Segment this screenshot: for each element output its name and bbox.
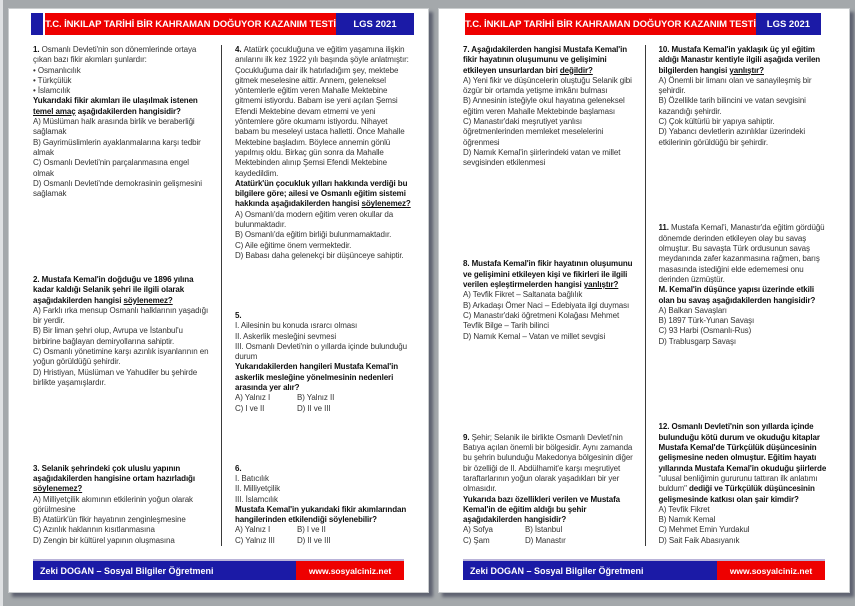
page-header	[31, 13, 414, 35]
question	[659, 45, 830, 148]
answer-option: C) Osmanlı Devleti'nin parçalanmasına engel olmak	[33, 158, 189, 178]
answer-option: A) Balkan Savaşları	[658, 305, 727, 315]
answer-options	[463, 290, 634, 341]
question-text: II. Milliyetçilik	[235, 484, 280, 494]
answer-option: A) Tevfik Fikret	[658, 504, 710, 514]
question-text: 8. Mustafa Kemal'in fikir hayatının oluşumunu ve gelişimini etkileyen kişi ve fikirleri ile ilgili verilen eşleştirmelerden hangisi yanlıştır?	[463, 259, 633, 290]
answer-option: D) Yabancı devletlerin azınlıklar üzerindeki etkilerinin görüldüğü bir şehirdir.	[658, 127, 805, 147]
answer-option: A) Müslüman halk arasında birlik ve beraberliği sağlamak	[33, 117, 195, 137]
question-text: I. Batıcılık	[235, 473, 269, 483]
answer-option: A) Osmanlı'da modern eğitim veren okullar da bulunmaktadır.	[235, 209, 394, 230]
exam-badge: LGS 2021	[336, 13, 414, 35]
answer-option: B) Atatürk'ün fikir hayatının zenginleşmesine	[33, 515, 186, 525]
question-text: • İslamcılık	[33, 86, 71, 96]
question	[33, 464, 210, 546]
question-text: 4. Atatürk çocukluğuna ve eğitim yaşamına ilişkin anılarını ilk kez 1922 yılı başında şöyle anlatmıştır: Çocukluğuma dair ilk hatırladığım şey, mektebe gitmek meselesine aittir. Annem, geleneksel yöntemlerle eğitim veren Mahalle Mektebine gitmemi istiyordu. Babam ise yeni açılan Şemsi Efendi Mektebine devam etmemi ve yeni yöntemlere göre okumamı istiyordu. Nihayet babam bu meseleyi ustaca halletti. Önce Mahalle Mektebine başladım. Böylece annemin gönlü yapılmış oldu. Birkaç gün sonra da Mahalle Mektebinden alınıp Şemsi Efendi Mektebine kaydedildim.	[235, 45, 409, 178]
answer-option: B) I ve II	[297, 525, 326, 535]
question-text: Yukarıda bazı özellikleri verilen ve Mustafa Kemal'in de eğitim aldığı bu şehir aşağıdakilerden hangisidir?	[463, 494, 621, 525]
question	[33, 45, 210, 199]
answer-option: A) Farklı ırka mensup Osmanlı halklarının yaşadığı bir yerdir.	[33, 305, 209, 326]
question-columns	[33, 45, 412, 546]
answer-option: C) Mehmet Emin Yurdakul	[658, 525, 750, 535]
answer-options	[235, 210, 412, 261]
question-text: • Türkçülük	[33, 75, 72, 85]
question-text: 3. Selanik şehrindeki çok uluslu yapının aşağıdakilerden hangisine ortam hazırladığı söylenemez?	[33, 463, 195, 494]
answer-option: D) Namık Kemal'in şiirlerindeki vatan ve millet sevgisinden etkilenmesi	[463, 147, 621, 168]
answer-option: B) Yalnız II	[297, 393, 335, 403]
answer-option: D) II ve III	[297, 403, 331, 413]
answer-options	[33, 117, 210, 199]
question-text: I. Ailesinin bu konuda ısrarcı olması	[235, 321, 358, 331]
question	[235, 45, 412, 261]
answer-option: C) Şam	[463, 535, 490, 545]
question-text: 7. Aşağıdakilerden hangisi Mustafa Kemal'in fikir hayatının oluşumunu ve gelişimini etkileyen unsurlardan biri değildir?	[463, 45, 628, 75]
answer-options	[659, 306, 830, 347]
question	[659, 422, 830, 546]
exam-badge: LGS 2021	[756, 13, 821, 35]
answer-option: B) Annesinin isteğiyle okul hayatına geleneksel eğitim veren Mahalle Mektebinde başlaması	[463, 96, 625, 116]
answer-option: B) Osmanlı'da eğitim birliği bulunmamaktadır.	[235, 230, 392, 240]
question-columns	[463, 45, 829, 546]
question	[235, 464, 412, 546]
question-text: Yukarıdaki fikir akımları ile ulaşılmak istenen temel amaç aşağıdakilerden hangisidir?	[33, 96, 198, 116]
answer-option: D) Babası daha gelenekçi bir düşünceye sahiptir.	[235, 250, 404, 260]
question-text: 10. Mustafa Kemal'in yaklaşık üç yıl eğitim aldığı Manastır kentiyle ilgili aşağıda verilen bilgilerden hangisi yanlıştır?	[658, 45, 821, 75]
answer-option: A) Yeni fikir ve düşüncelerin oluştuğu Selanik gibi özgür bir ortamda yetişme imkânı bulması	[463, 75, 632, 96]
answer-options	[235, 525, 412, 546]
website-label: www.sosyalciniz.net	[717, 561, 825, 580]
column-left	[463, 45, 646, 546]
answer-option: C) Azınlık haklarının kısıtlanmasına	[33, 525, 155, 535]
question-text: III. İslamcılık	[235, 494, 278, 504]
question-text: Atatürk'ün çocukluk yılları hakkında verdiği bu bilgilere göre; ailesi ve Osmanlı eğitim sistemi hakkında aşağıdakilerden hangisi söylenemez?	[235, 178, 411, 209]
column-left	[33, 45, 222, 546]
question-text: 12. Osmanlı Devleti'nin son yıllarda içinde bulunduğu kötü durum ve okuduğu kitaplar Mustafa Kemal'de Türkçülük düşüncesinin gelişmesine neden olmuştur. Eğitim hayatı yıllarında Mustafa Kemal'in okuduğu şiirlerde "ulusal benliğimin gururunu tattıran ilk anlatımı buldum" dediği ve Türkçülük düşüncesinin gelişmesinde katkısı olan şair kimdir?	[658, 422, 827, 504]
question	[33, 275, 210, 388]
answer-option: B) Arkadaşı Ömer Naci – Edebiyata ilgi duyması	[463, 300, 630, 310]
question-text: II. Askerlik mesleğini sevmesi	[235, 331, 337, 341]
answer-options	[659, 76, 830, 148]
answer-option: B) Özellikle tarih bilincini ve vatan sevgisini kazandığı şehirdir.	[658, 96, 806, 116]
question-text: 11. Mustafa Kemal'i, Manastır'da eğitim gördüğü dönemde derinden etkileyen olay bu savaş olmuştur. Bu savaşta Türk ordusunun savaş meydanında zafer kazanmasına rağmen, barış masasında istediğini elde edememesi onu derinden üzmüştür.	[658, 223, 825, 284]
question-text: 1. Osmanlı Devleti'nin son dönemlerinde ortaya çıkan bazı fikir akımları şunlardır:	[33, 45, 197, 65]
answer-options	[33, 306, 210, 388]
question-text: Mustafa Kemal'in yukarıdaki fikir akımlarından hangilerinden etkilendiği söylenebilir?	[235, 504, 407, 525]
answer-option: A) Milliyetçilik akımının etkilerinin yoğun olarak görülmesine	[33, 494, 193, 514]
answer-option: C) Aile eğitime önem vermektedir.	[235, 240, 352, 250]
answer-option: B) İstanbul	[525, 525, 563, 535]
answer-option: B) Bir liman şehri olup, Avrupa ve İstanbul'u birbirine bağlayan demiryollarına sahiptir.	[33, 326, 183, 346]
answer-option: D) Trablusgarp Savaşı	[658, 336, 736, 346]
question	[659, 223, 830, 347]
answer-option: C) Manastır'daki meşrutiyet yanlısı öğretmenlerinden memleket meselelerini öğrenmesi	[463, 117, 604, 147]
answer-option: C) 93 Harbi (Osmanlı-Rus)	[658, 326, 752, 336]
page-footer	[463, 559, 825, 580]
answer-option: A) Sofya	[463, 525, 493, 535]
answer-option: B) Namık Kemal	[658, 515, 716, 525]
answer-option: C) Osmanlı yönetimine karşı azınlık isyanlarının en yoğun görüldüğü şehirdir.	[33, 346, 209, 367]
question	[463, 433, 634, 546]
answer-option: D) Sait Faik Abasıyanık	[658, 535, 740, 545]
answer-option: D) II ve III	[297, 535, 331, 545]
answer-option: B) 1897 Türk-Yunan Savaşı	[658, 316, 755, 326]
answer-option: D) Osmanlı Devleti'nde demokrasinin gelişmesini sağlamak	[33, 178, 202, 199]
question-text: • Osmanlıcılık	[33, 65, 81, 75]
page-footer	[33, 559, 404, 580]
answer-options	[659, 505, 830, 546]
question-text: Yukarıdakilerden hangileri Mustafa Kemal'in askerlik mesleğine yönelmesinin nedenleri arasında yer alır?	[235, 362, 398, 393]
answer-option: C) Yalnız III	[235, 535, 275, 545]
question	[463, 259, 634, 341]
answer-option: B) Gayrimüslimlerin ayaklanmalarına karşı tedbir almak	[33, 137, 201, 157]
column-right	[222, 45, 412, 546]
answer-option: C) Çok kültürlü bir yapıya sahiptir.	[658, 117, 775, 127]
answer-options	[463, 76, 634, 169]
page-1	[8, 8, 429, 593]
answer-option: C) Manastır'daki öğretmeni Kolağası Mehmet Tevfik Bilge – Tarih bilinci	[463, 310, 620, 331]
question-text: 9. Şehir; Selanik ile birlikte Osmanlı Devleti'nin Batıya açılan önemli bir bölgesidir. Aynı zamanda bu şehrin bulunduğu Makedonya bölgesinin diğer bir özelliği de II. Abdülhamit'e karşı meşrutiyet taraftarlarının yoğun olarak yaşadıkları bir yer olmasıdır.	[463, 432, 633, 494]
test-title: T.C. İNKILAP TARİHİ BİR KAHRAMAN DOĞUYOR KAZANIM TESTİ	[45, 13, 336, 35]
answer-option: C) I ve II	[235, 403, 265, 413]
answer-option: D) Zengin bir kültürel yapının oluşmasına	[33, 535, 175, 545]
question-text: III. Osmanlı Devleti'nin o yıllarda içinde bulunduğu durum	[235, 341, 407, 362]
question	[463, 45, 634, 169]
answer-option: A) Önemli bir limanı olan ve sanayileşmiş bir şehirdir.	[658, 75, 812, 96]
header-left-tab	[31, 13, 43, 35]
answer-option: D) Hristiyan, Müslüman ve Yahudiler bu şehirde birlikte yaşamışlardır.	[33, 367, 198, 387]
page-2	[438, 8, 850, 593]
page-header	[465, 13, 821, 35]
website-label: www.sosyalciniz.net	[296, 561, 404, 580]
test-title: T.C. İNKILAP TARİHİ BİR KAHRAMAN DOĞUYOR KAZANIM TESTİ	[465, 13, 756, 35]
answer-option: D) Manastır	[525, 535, 566, 545]
answer-option: A) Tevfik Fikret – Saltanata bağlılık	[463, 290, 583, 300]
author-label: Zeki DOGAN – Sosyal Bilgiler Öğretmeni	[33, 561, 296, 580]
author-label: Zeki DOGAN – Sosyal Bilgiler Öğretmeni	[463, 561, 717, 580]
answer-option: A) Yalnız I	[235, 525, 271, 535]
question-text: 5.	[235, 310, 242, 320]
question	[235, 311, 412, 414]
answer-option: A) Yalnız I	[235, 393, 271, 403]
answer-options	[235, 393, 412, 414]
question-text: 2. Mustafa Kemal'in doğduğu ve 1896 yılına kadar kaldığı Selanik şehri ile ilgili olarak aşağıdakilerden hangisi söylenemez?	[33, 274, 194, 305]
answer-options	[463, 525, 634, 546]
answer-options	[33, 495, 210, 546]
column-right	[646, 45, 830, 546]
answer-option: D) Namık Kemal – Vatan ve millet sevgisi	[463, 331, 606, 341]
question-text: 6.	[235, 463, 242, 473]
question-text: M. Kemal'in düşünce yapısı üzerinde etkili olan bu savaş aşağıdakilerden hangisidir?	[658, 285, 816, 305]
